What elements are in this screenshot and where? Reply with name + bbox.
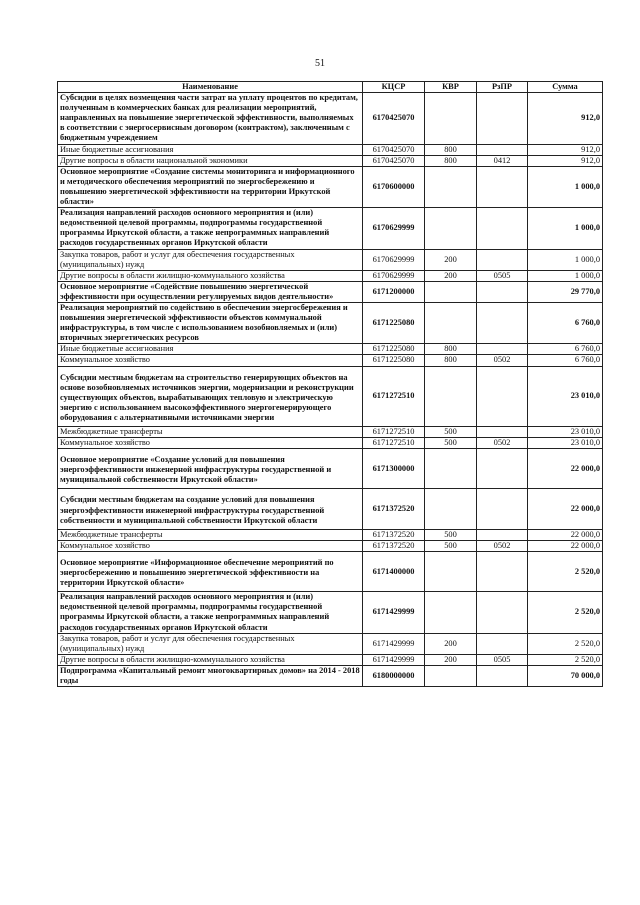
cell-name: Межбюджетные трансферты bbox=[58, 427, 363, 438]
cell-rzpr bbox=[477, 551, 528, 591]
cell-rzpr bbox=[477, 529, 528, 540]
cell-sum: 6 760,0 bbox=[528, 355, 603, 366]
cell-kvr: 200 bbox=[425, 249, 477, 270]
cell-rzpr: 0505 bbox=[477, 270, 528, 281]
cell-kvr bbox=[425, 489, 477, 529]
cell-rzpr bbox=[477, 592, 528, 633]
header-kvr: КВР bbox=[425, 82, 477, 93]
table-row bbox=[58, 489, 603, 529]
cell-kvr bbox=[425, 665, 477, 686]
table-row bbox=[58, 302, 603, 343]
cell-kvr: 500 bbox=[425, 529, 477, 540]
cell-kvr: 500 bbox=[425, 438, 477, 449]
cell-sum: 1 000,0 bbox=[528, 166, 603, 207]
cell-name: Реализация направлений расходов основного мероприятия и (или) ведомственной целевой программы, подпрограммы государственной программы Иркутской области, а также непрограммных направлений расходов государственных органов Иркутской области bbox=[58, 592, 363, 633]
table-row bbox=[58, 344, 603, 355]
cell-kcsr: 6171372520 bbox=[363, 540, 425, 551]
header-sum: Сумма bbox=[528, 82, 603, 93]
page-number: 51 bbox=[315, 58, 325, 69]
cell-sum: 22 000,0 bbox=[528, 529, 603, 540]
cell-sum: 2 520,0 bbox=[528, 633, 603, 654]
table-row bbox=[58, 449, 603, 489]
cell-kvr bbox=[425, 208, 477, 249]
cell-kcsr: 6171429999 bbox=[363, 592, 425, 633]
cell-name: Реализация направлений расходов основного мероприятия и (или) ведомственной целевой программы, подпрограммы государственной программы Иркутской области, а также непрограммных направлений расходов государственных органов Иркутской области bbox=[58, 208, 363, 249]
budget-table bbox=[57, 81, 603, 687]
cell-sum: 2 520,0 bbox=[528, 551, 603, 591]
cell-rzpr bbox=[477, 166, 528, 207]
cell-kvr: 200 bbox=[425, 270, 477, 281]
cell-kcsr: 6170629999 bbox=[363, 208, 425, 249]
cell-kcsr: 6180000000 bbox=[363, 665, 425, 686]
cell-name: Субсидии местным бюджетам на создание условий для повышения энергоэффективности инженерной инфраструктуры государственной собственности и муниципальной собственности Иркутской области bbox=[58, 489, 363, 529]
cell-rzpr bbox=[477, 665, 528, 686]
cell-rzpr: 0412 bbox=[477, 155, 528, 166]
cell-sum: 912,0 bbox=[528, 93, 603, 144]
table-row bbox=[58, 144, 603, 155]
cell-rzpr bbox=[477, 633, 528, 654]
cell-sum: 23 010,0 bbox=[528, 427, 603, 438]
table-row bbox=[58, 208, 603, 249]
cell-kcsr: 6171300000 bbox=[363, 449, 425, 489]
cell-kvr: 800 bbox=[425, 355, 477, 366]
cell-name: Межбюджетные трансферты bbox=[58, 529, 363, 540]
cell-sum: 1 000,0 bbox=[528, 208, 603, 249]
cell-rzpr bbox=[477, 302, 528, 343]
table-row bbox=[58, 592, 603, 633]
cell-name: Основное мероприятие «Создание системы мониторинга и информационного и методического обеспечения мероприятий по энергосбережению и повышению энергетической эффективности на территории Иркутской области» bbox=[58, 166, 363, 207]
cell-sum: 23 010,0 bbox=[528, 366, 603, 426]
cell-rzpr: 0502 bbox=[477, 438, 528, 449]
table-header-row bbox=[58, 82, 603, 93]
cell-kcsr: 6171225080 bbox=[363, 355, 425, 366]
table-row bbox=[58, 665, 603, 686]
cell-rzpr: 0502 bbox=[477, 540, 528, 551]
table-row bbox=[58, 633, 603, 654]
cell-name: Закупка товаров, работ и услуг для обеспечения государственных (муниципальных) нужд bbox=[58, 249, 363, 270]
cell-rzpr bbox=[477, 208, 528, 249]
table-row bbox=[58, 551, 603, 591]
cell-kvr bbox=[425, 592, 477, 633]
cell-sum: 6 760,0 bbox=[528, 344, 603, 355]
header-kcsr: КЦСР bbox=[363, 82, 425, 93]
cell-name: Иные бюджетные ассигнования bbox=[58, 144, 363, 155]
cell-kvr: 500 bbox=[425, 540, 477, 551]
cell-kvr: 200 bbox=[425, 633, 477, 654]
cell-kcsr: 6171272510 bbox=[363, 427, 425, 438]
cell-name: Подпрограмма «Капитальный ремонт многоквартирных домов» на 2014 - 2018 годы bbox=[58, 665, 363, 686]
table-row bbox=[58, 427, 603, 438]
cell-sum: 912,0 bbox=[528, 155, 603, 166]
cell-kvr: 500 bbox=[425, 427, 477, 438]
cell-kvr bbox=[425, 166, 477, 207]
table-body bbox=[58, 93, 603, 687]
cell-sum: 29 770,0 bbox=[528, 281, 603, 302]
cell-rzpr bbox=[477, 366, 528, 426]
cell-kvr: 800 bbox=[425, 344, 477, 355]
cell-kvr: 800 bbox=[425, 144, 477, 155]
table-row bbox=[58, 355, 603, 366]
cell-name: Коммунальное хозяйство bbox=[58, 438, 363, 449]
cell-rzpr bbox=[477, 449, 528, 489]
cell-kcsr: 6171225080 bbox=[363, 344, 425, 355]
table-row bbox=[58, 529, 603, 540]
cell-rzpr bbox=[477, 249, 528, 270]
cell-sum: 22 000,0 bbox=[528, 540, 603, 551]
cell-sum: 912,0 bbox=[528, 144, 603, 155]
table-row bbox=[58, 270, 603, 281]
cell-sum: 22 000,0 bbox=[528, 449, 603, 489]
cell-kvr: 200 bbox=[425, 654, 477, 665]
cell-kcsr: 6171200000 bbox=[363, 281, 425, 302]
cell-kcsr: 6171429999 bbox=[363, 633, 425, 654]
cell-rzpr bbox=[477, 281, 528, 302]
cell-rzpr bbox=[477, 344, 528, 355]
cell-kcsr: 6171272510 bbox=[363, 366, 425, 426]
cell-name: Субсидии местным бюджетам на строительство генерирующих объектов на основе возобновляемых источников энергии, модернизации и реконструкции существующих объектов, вырабатывающих тепловую и электрическую энергию с использованием высокоэффективного энергогенерирующего оборудования с альтернативными источниками энергии bbox=[58, 366, 363, 426]
cell-rzpr bbox=[477, 489, 528, 529]
table-row bbox=[58, 281, 603, 302]
cell-kvr bbox=[425, 366, 477, 426]
cell-kcsr: 6171272510 bbox=[363, 438, 425, 449]
cell-kcsr: 6170425070 bbox=[363, 93, 425, 144]
cell-kcsr: 6171225080 bbox=[363, 302, 425, 343]
cell-kvr bbox=[425, 551, 477, 591]
cell-sum: 2 520,0 bbox=[528, 592, 603, 633]
cell-name: Другие вопросы в области национальной экономики bbox=[58, 155, 363, 166]
cell-kcsr: 6171400000 bbox=[363, 551, 425, 591]
cell-kcsr: 6170629999 bbox=[363, 249, 425, 270]
cell-kcsr: 6170600000 bbox=[363, 166, 425, 207]
table-row bbox=[58, 654, 603, 665]
cell-kvr bbox=[425, 93, 477, 144]
cell-kcsr: 6171372520 bbox=[363, 529, 425, 540]
cell-name: Основное мероприятие «Создание условий для повышения энергоэффективности инженерной инфраструктуры государственной и муниципальной собственности Иркутской области» bbox=[58, 449, 363, 489]
table-row bbox=[58, 438, 603, 449]
cell-sum: 2 520,0 bbox=[528, 654, 603, 665]
cell-name: Другие вопросы в области жилищно-коммунального хозяйства bbox=[58, 270, 363, 281]
cell-name: Основное мероприятие «Содействие повышению энергетической эффективности при осуществлении регулируемых видов деятельности» bbox=[58, 281, 363, 302]
cell-sum: 1 000,0 bbox=[528, 249, 603, 270]
table-row bbox=[58, 366, 603, 426]
cell-kcsr: 6170629999 bbox=[363, 270, 425, 281]
cell-name: Иные бюджетные ассигнования bbox=[58, 344, 363, 355]
cell-rzpr: 0502 bbox=[477, 355, 528, 366]
cell-sum: 1 000,0 bbox=[528, 270, 603, 281]
header-name: Наименование bbox=[58, 82, 363, 93]
cell-name: Другие вопросы в области жилищно-коммунального хозяйства bbox=[58, 654, 363, 665]
cell-rzpr bbox=[477, 93, 528, 144]
cell-name: Закупка товаров, работ и услуг для обеспечения государственных (муниципальных) нужд bbox=[58, 633, 363, 654]
cell-rzpr: 0505 bbox=[477, 654, 528, 665]
table-row bbox=[58, 93, 603, 144]
cell-sum: 6 760,0 bbox=[528, 302, 603, 343]
cell-sum: 22 000,0 bbox=[528, 489, 603, 529]
cell-name: Субсидии в целях возмещения части затрат на уплату процентов по кредитам, полученным в коммерческих банках для реализации мероприятий, направленных на повышение энергетической эффективности, выполняемых в соответствии с энергосервисным договором (контрактом), заключенным с бюджетным учреждением bbox=[58, 93, 363, 144]
cell-kvr bbox=[425, 281, 477, 302]
table-row bbox=[58, 249, 603, 270]
cell-name: Реализация мероприятий по содействию в обеспечении энергосбережения и повышения энергетической эффективности объектов коммунальной инфраструктуры, в том числе с использованием возобновляемых и (или) вторичных энергетических ресурсов bbox=[58, 302, 363, 343]
cell-sum: 70 000,0 bbox=[528, 665, 603, 686]
cell-sum: 23 010,0 bbox=[528, 438, 603, 449]
cell-rzpr bbox=[477, 427, 528, 438]
cell-rzpr bbox=[477, 144, 528, 155]
table-row bbox=[58, 166, 603, 207]
cell-name: Коммунальное хозяйство bbox=[58, 355, 363, 366]
cell-kcsr: 6170425070 bbox=[363, 155, 425, 166]
table-row bbox=[58, 540, 603, 551]
cell-kvr: 800 bbox=[425, 155, 477, 166]
header-rzpr: РзПР bbox=[477, 82, 528, 93]
cell-name: Основное мероприятие «Информационное обеспечение мероприятий по энергосбережению и повышению энергетической эффективности на территории Иркутской области» bbox=[58, 551, 363, 591]
cell-kcsr: 6171372520 bbox=[363, 489, 425, 529]
cell-name: Коммунальное хозяйство bbox=[58, 540, 363, 551]
cell-kcsr: 6171429999 bbox=[363, 654, 425, 665]
table-row bbox=[58, 155, 603, 166]
cell-kcsr: 6170425070 bbox=[363, 144, 425, 155]
cell-kvr bbox=[425, 302, 477, 343]
cell-kvr bbox=[425, 449, 477, 489]
